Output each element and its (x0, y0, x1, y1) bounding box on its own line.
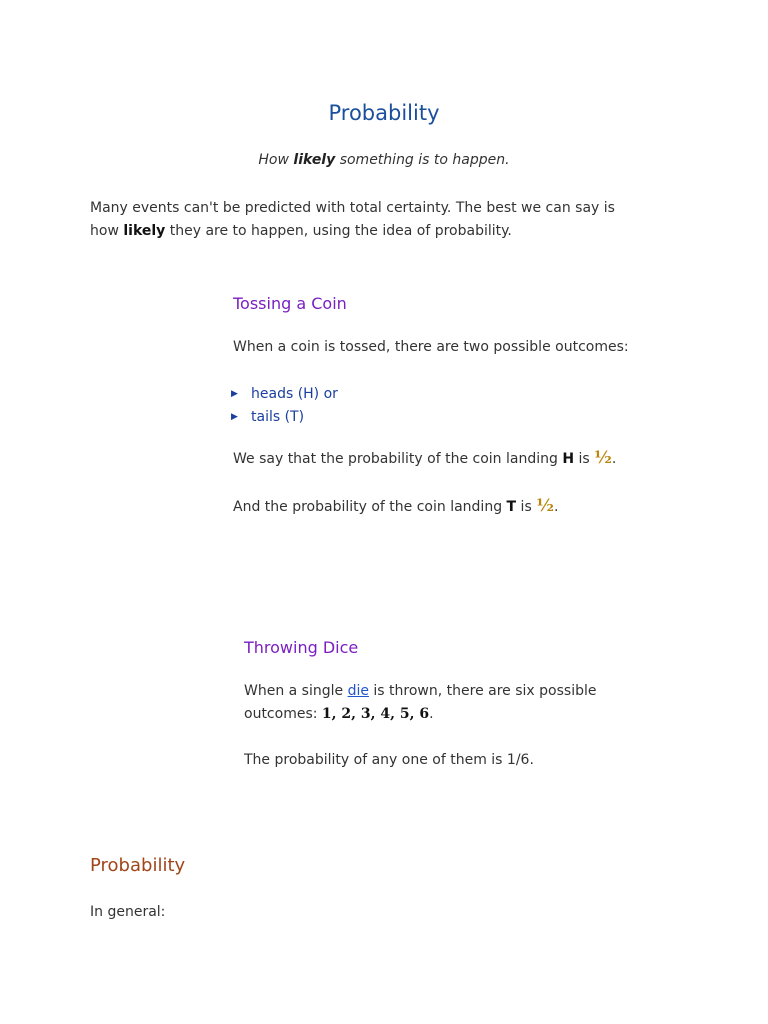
intro-line-1: Many events can't be predicted with total certainty. The best we can say is (90, 200, 615, 216)
dice-line-1: When a single die is thrown, there are six possible (244, 683, 597, 699)
dice-outcomes: 1, 2, 3, 4, 5, 6 (321, 706, 430, 722)
intro-line-2: how likely they are to happen, using the idea of probability. (90, 223, 512, 239)
tagline-bold: likely (293, 152, 336, 168)
one-half-fraction: ½ (536, 496, 554, 516)
coin-tails-probability: And the probability of the coin landing T is ½. (233, 496, 559, 516)
coin-section-heading: Tossing a Coin (233, 294, 347, 313)
page-tagline (0, 152, 768, 168)
coin-outcome-list (231, 383, 531, 429)
die-link[interactable]: die (347, 683, 369, 699)
dice-line-2: outcomes: 1, 2, 3, 4, 5, 6. (244, 706, 434, 722)
triangle-right-icon: ▶ (231, 412, 238, 422)
dice-probability: The probability of any one of them is 1/6. (244, 752, 534, 768)
general-section-heading: Probability (90, 855, 186, 876)
tagline-pre: How (258, 152, 294, 168)
coin-intro: When a coin is tossed, there are two possible outcomes: (233, 339, 629, 355)
intro-bold: likely (123, 223, 166, 239)
intro-paragraph (90, 197, 690, 243)
page-title: Probability (328, 101, 440, 125)
coin-heads-probability: We say that the probability of the coin landing H is ½. (233, 448, 617, 468)
general-text: In general: (90, 904, 166, 920)
triangle-right-icon: ▶ (231, 389, 238, 399)
dice-intro (244, 680, 684, 726)
tails-letter: T (506, 499, 517, 515)
one-half-fraction: ½ (594, 448, 612, 468)
dice-section-heading: Throwing Dice (244, 638, 359, 657)
heads-letter: H (562, 451, 575, 467)
tagline-post: something is to happen. (335, 152, 510, 168)
list-item: ▶ tails (T) (231, 406, 531, 429)
list-item: ▶ heads (H) or (231, 383, 531, 406)
